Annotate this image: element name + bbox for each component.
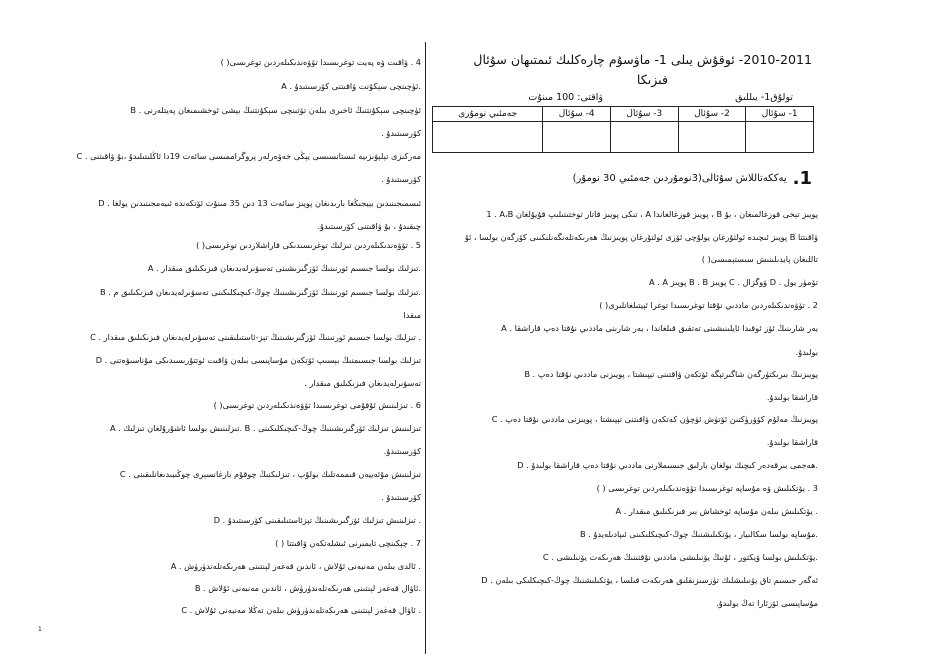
option-line: D . ھەجمى بىرقەدەر كىچىك بولغان بارلىق جىسىملارنى ماددىي نۇقتا دەپ قاراشقا بولىدۇ. [517,460,818,470]
option-line: A . يۆتكىلىش بىلەن مۇساپە ئوخشاش بىر فىزىكىلىق مىقدار . [615,506,818,516]
question-3: 3 . يۆتكىلىش ۋە مۇساپە توغرىسىدا تۆۋەندىكىلەردىن توغرىسى ( ) [596,483,818,493]
exam-title: 2010-2011- ئوقۇش يىلى 1- ماۋسۇم چارەكلىك ئىمتىھان سۇئال [473,52,812,67]
score-cell [433,122,543,153]
option-line: مىقدا [403,310,421,320]
option-line: قاراشقا بولىدۇ. [766,437,818,447]
option-line: A . تىزلىك بولسا جىسىم ئورنىنىڭ ئۆزگىرىشىنى تەسۋىرلەيدىغان فىزىكىلىق مىقدار. [147,263,421,273]
option-line: D . ئىسمىجىنىدىن بېيجىڭغا بارىدىغان پويىز سائەت 13 دىن 35 مىنۇت ئۆتكەندە ئىيەمجىنىدىن يولغا [98,198,421,208]
column-divider [425,42,426,654]
grade-label: تولۇق1- يىللىق [735,92,793,103]
option-line: D . ئەگەر جىسىم تاق يۆنىلىشلىك تۈزسىزىقلىق ھەرىكەت قىلسا ، يۆتكىلىشنىڭ چوڭ-كىچىكلىكى بىلەن [481,575,818,585]
option-line: چىقىدۇ ، بۇ ۋاقىتنى كۆرسىتىدۇ. [317,221,421,231]
option-line: C . يۆتكىلىش بولسا ۋېكتور ، ئۇنىڭ يۆنىلىشى ماددىي نۇقتىنىڭ ھەرىكەت يۆنىلىشى. [542,552,818,562]
option-line: A . يەر شارىنىڭ ئۆز ئوقىدا ئايلىنىشىنى تەتقىق قىلغاندا ، يەر شارىنى ماددىي نۇقتا دەپ قاراشقا [501,323,818,333]
time-label: ۋاقتى: 100 مىنۇت [528,92,603,103]
score-cell [746,122,814,153]
option-line: تاللىغان پايدىلىنىش سىستېمىسى( ) [701,254,818,264]
option-line: قاراشقا بولىدۇ. [766,392,818,402]
option-line: C . مەركىزى تېلېۋىزىيە ئىستانسىسى يېڭى خەۋەرلەر پروگراممىسى سائەت 19دا ئاڭلىتىلىدۇ ،بۇ ۋاقىتنى [76,151,421,161]
page-number: 1 [38,626,42,633]
option-line: مۇساپىسى ئۆزئارا تەڭ بولىدۇ. [716,598,818,608]
option-line: C . تىزلىك بولسا جىسىم ئورنىنىڭ ئۆزگىرىشىنىڭ تېز-ئاستىلىقىنى تەسۋىرلەيدىغان فىزىكىلىق مىقدار . [90,332,421,342]
option-line: تەسۋىرلەيدىغان فىزىكىلىق مىقدار . [304,378,421,388]
option-line: B . مۇساپە بولسا سكالىيار ، يۆتكىلىشنىڭ چوڭ-كىچىكلىكىنى ئىپادىلەيدۇ. [580,529,818,539]
question-5: 5 . تۆۋەندىكىلەردىن تىزلىك توغرىسىدىكى قاراشلاردىن توغرىسى( ) [196,240,421,250]
option-line: بولىدۇ. [795,347,818,357]
question-2: 2 . تۆۋەندىكىلەردىن ماددىي نۇقتا توغرىسىدا توغرا ئېيتىلغانلىرى( ) [599,300,818,310]
question-4: 4 . ۋاقىت ۋە پەيت توغرىسىدا تۆۋەندىكىلەردىن توغرىسى( ) [220,57,421,67]
score-table [432,106,814,153]
option-line: B . ئاۋال قەغەز لېنتىنى ھەرىكەتلەندۈرۈش ، ئاندىن مەنبەنى ئۇلاش. [194,583,421,593]
option-line: كۆرسىتىدۇ . [381,174,421,184]
option-line: كۆرسىتىدۇ . [381,128,421,138]
subject-title: فىزىكا [636,72,668,87]
question-1: 1 . A،B تىكى پويىز قاتار توختىتىلىپ قۇيۇلغان ، A پويىز قوزغالغاندا ، B پويىز تېخى قوزغالمىغان ، بۇ [486,209,818,219]
section-title: يەككەتاللاش سۇئالى(3نومۇردىن جەمئىي 30 نومۇر) [572,173,787,184]
option-line: B . ئۈچىنچى سېكۇنتنىڭ ئاخىرى بىلەن تۆتىنچى سېكۇنتنىڭ بېشى ئوخشىمىغان پەيتلەرنى [130,105,421,115]
option-line: D . تىزلىنىش تىزلىك ئۆزگىرىشىنىڭ تېزئاستىلىقىنى كۆرسىتىدۇ . [213,515,421,525]
score-header-q4: 4- سۇئال [543,107,611,122]
question-6: 6 . تىزلىنىش ئۇقۇمى توغرىسىدا تۆۋەندىكىلەردىن توغرىسى( ) [213,400,421,410]
score-cell [543,122,611,153]
score-header-total: جەمئىي نومۇرى [433,107,543,122]
option-line: C . تىزلىنىش مۇئەييەن قىممەتلىك بولۇپ ، تىزلىكنىڭ چوقۇم بارغانسېرى چوڭىيىدىغانلىقىنى [119,469,421,479]
score-table-header [433,107,814,122]
score-header-q3: 3- سۇئال [610,107,678,122]
option-line: D . تىزلىك بولسا جىسىمنىڭ بېسىپ ئۆتكەن مۇساپىسى بىلەن ۋاقىت ئوتتۇرىسىدىكى مۇناسىۋەتنى [95,355,421,365]
score-cell [610,122,678,153]
score-header-q2: 2- سۇئال [678,107,746,122]
option-line: C . ئاۋال قەغەز لېنتىنى ھەرىكەتلەندۈرۈش بىلەن تەڭلا مەنبەنى ئۇلاش . [181,605,421,615]
section-1-heading [573,168,812,189]
score-cell [678,122,746,153]
option-line: A . ئۈچىنچى سېكۇنت ۋاقىتنى كۆرسىتىدۇ. [281,81,421,91]
option-line: B . تىزلىك بولسا جىسىم ئورنىنىڭ ئۆزگىرىشىنىڭ چوڭ-كىچىكلىكىنى تەسۋىرلەيدىغان فىزىكىلىق م. [100,287,421,297]
option-line: A . A پويىز B . B پويىز C . ۋوگزال D . تۆمۈر يول [649,277,818,287]
question-7: 7 . چېكىنچى تايمىرنى ئىشلەتكەن ۋاقىتتا ( ) [275,538,421,548]
section-number: 1. [792,168,812,189]
option-line: C . پويىزنىڭ مەلۇم كۆۋرۈكتىن ئۆتۈش ئۈچۈن كەتكەن ۋاقىتنى تېپىشتا ، پويىزنى ماددىي نۇقتا دەپ [491,414,818,424]
option-line: كۆرسىتىدۇ. [383,446,421,456]
score-header-q1: 1- سۇئال [746,107,814,122]
option-line: كۆرسىتىدۇ . [381,492,421,502]
option-line: A . تىزلىنىش بولسا ئاشۇرۇلغان تىزلىك. B . تىزلىنىش تىزلىك ئۆزگىرىشىنىڭ چوڭ-كىچىكلىكىنى [109,423,421,433]
option-line: ۋاقىتتا B پويىز ئىچىدە ئولتۇرغان يولۇچى ئۆزى ئولتۇرغان پويىزنىڭ ھەرىكەتلەنگەنلىكىنى كۆرگەن بولسا ، ئۇ [464,232,818,242]
score-table-row [433,122,814,153]
option-line: A . ئالدى بىلەن مەنبەنى ئۇلاش ، ئاندىن قەغەز لېنتىنى ھەرىكەتلەندۈرۈش . [170,561,421,571]
option-line: B . پويىزنىڭ بىرىكتۈرگەن شاگىرتېگە ئۆتكەن ۋاقتىنى تېپىشتا ، پويىزنى ماددىي نۇقتا دەپ [524,369,818,379]
